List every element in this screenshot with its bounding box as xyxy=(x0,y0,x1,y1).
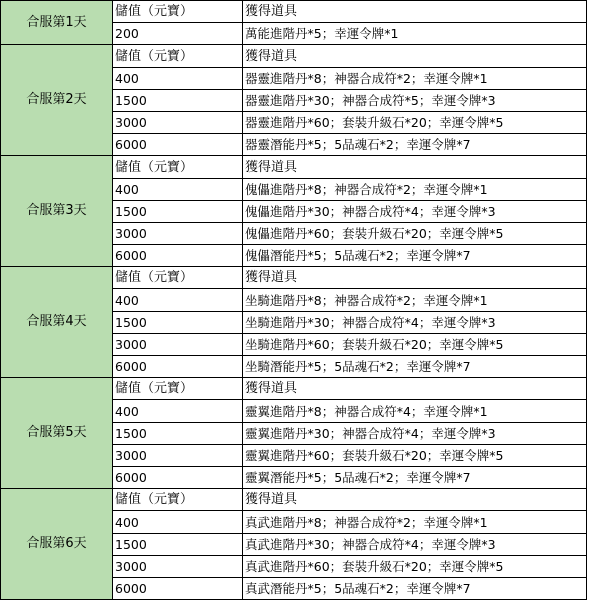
recharge-amount-cell: 1500 xyxy=(113,311,243,333)
reward-items-cell: 真武潛能丹*5；5品魂石*2；幸運令牌*7 xyxy=(243,577,587,599)
items-column-header: 獲得道具 xyxy=(243,378,587,400)
day-label-cell: 合服第2天 xyxy=(1,45,113,156)
rewards-table-body xyxy=(1,1,587,600)
recharge-amount-cell: 3000 xyxy=(113,333,243,355)
recharge-amount-cell: 6000 xyxy=(113,134,243,156)
reward-items-cell: 器靈進階丹*8；神器合成符*2；幸運令牌*1 xyxy=(243,67,587,89)
day-header-row xyxy=(1,267,587,289)
reward-items-cell: 傀儡進階丹*8；神器合成符*2；幸運令牌*1 xyxy=(243,178,587,200)
day-header-row xyxy=(1,45,587,67)
day-label-cell: 合服第6天 xyxy=(1,489,113,600)
reward-items-cell: 傀儡進階丹*60；套裝升級石*20；幸運令牌*5 xyxy=(243,222,587,244)
amount-column-header: 儲值（元寶） xyxy=(113,378,243,400)
recharge-amount-cell: 6000 xyxy=(113,356,243,378)
day-label-cell: 合服第5天 xyxy=(1,378,113,489)
items-column-header: 獲得道具 xyxy=(243,1,587,23)
amount-column-header: 儲值（元寶） xyxy=(113,489,243,511)
items-column-header: 獲得道具 xyxy=(243,45,587,67)
amount-column-header: 儲值（元寶） xyxy=(113,45,243,67)
recharge-amount-cell: 3000 xyxy=(113,111,243,133)
reward-items-cell: 器靈潛能丹*5；5品魂石*2；幸運令牌*7 xyxy=(243,134,587,156)
reward-items-cell: 靈翼潛能丹*5；5品魂石*2；幸運令牌*7 xyxy=(243,466,587,488)
recharge-amount-cell: 1500 xyxy=(113,422,243,444)
day-label-cell: 合服第3天 xyxy=(1,156,113,267)
day-header-row xyxy=(1,378,587,400)
reward-items-cell: 坐騎進階丹*8；神器合成符*2；幸運令牌*1 xyxy=(243,289,587,311)
reward-items-cell: 靈翼進階丹*30；神器合成符*4；幸運令牌*3 xyxy=(243,422,587,444)
day-header-row xyxy=(1,489,587,511)
amount-column-header: 儲值（元寶） xyxy=(113,1,243,23)
amount-column-header: 儲值（元寶） xyxy=(113,156,243,178)
recharge-amount-cell: 1500 xyxy=(113,89,243,111)
items-column-header: 獲得道具 xyxy=(243,489,587,511)
reward-items-cell: 器靈進階丹*60；套裝升級石*20；幸運令牌*5 xyxy=(243,111,587,133)
reward-items-cell: 傀儡進階丹*30；神器合成符*4；幸運令牌*3 xyxy=(243,200,587,222)
day-label-cell: 合服第1天 xyxy=(1,1,113,45)
recharge-amount-cell: 400 xyxy=(113,511,243,533)
reward-items-cell: 坐騎進階丹*60；套裝升級石*20；幸運令牌*5 xyxy=(243,333,587,355)
recharge-amount-cell: 3000 xyxy=(113,222,243,244)
reward-items-cell: 萬能進階丹*5；幸運令牌*1 xyxy=(243,23,587,45)
recharge-amount-cell: 1500 xyxy=(113,533,243,555)
recharge-amount-cell: 3000 xyxy=(113,444,243,466)
day-header-row xyxy=(1,156,587,178)
recharge-amount-cell: 6000 xyxy=(113,577,243,599)
items-column-header: 獲得道具 xyxy=(243,267,587,289)
recharge-amount-cell: 400 xyxy=(113,400,243,422)
recharge-amount-cell: 400 xyxy=(113,67,243,89)
reward-items-cell: 靈翼進階丹*60；套裝升級石*20；幸運令牌*5 xyxy=(243,444,587,466)
recharge-amount-cell: 6000 xyxy=(113,466,243,488)
reward-items-cell: 真武進階丹*8；神器合成符*2；幸運令牌*1 xyxy=(243,511,587,533)
reward-items-cell: 傀儡潛能丹*5；5品魂石*2；幸運令牌*7 xyxy=(243,245,587,267)
amount-column-header: 儲值（元寶） xyxy=(113,267,243,289)
reward-items-cell: 坐騎潛能丹*5；5品魂石*2；幸運令牌*7 xyxy=(243,356,587,378)
day-label-cell: 合服第4天 xyxy=(1,267,113,378)
recharge-amount-cell: 6000 xyxy=(113,245,243,267)
recharge-amount-cell: 1500 xyxy=(113,200,243,222)
reward-items-cell: 靈翼進階丹*8；神器合成符*4；幸運令牌*1 xyxy=(243,400,587,422)
recharge-amount-cell: 3000 xyxy=(113,555,243,577)
reward-items-cell: 真武進階丹*60；套裝升級石*20；幸運令牌*5 xyxy=(243,555,587,577)
reward-items-cell: 坐騎進階丹*30；神器合成符*4；幸運令牌*3 xyxy=(243,311,587,333)
recharge-amount-cell: 400 xyxy=(113,289,243,311)
recharge-amount-cell: 200 xyxy=(113,23,243,45)
items-column-header: 獲得道具 xyxy=(243,156,587,178)
reward-items-cell: 器靈進階丹*30；神器合成符*5；幸運令牌*3 xyxy=(243,89,587,111)
recharge-amount-cell: 400 xyxy=(113,178,243,200)
day-header-row xyxy=(1,1,587,23)
reward-items-cell: 真武進階丹*30；神器合成符*4；幸運令牌*3 xyxy=(243,533,587,555)
